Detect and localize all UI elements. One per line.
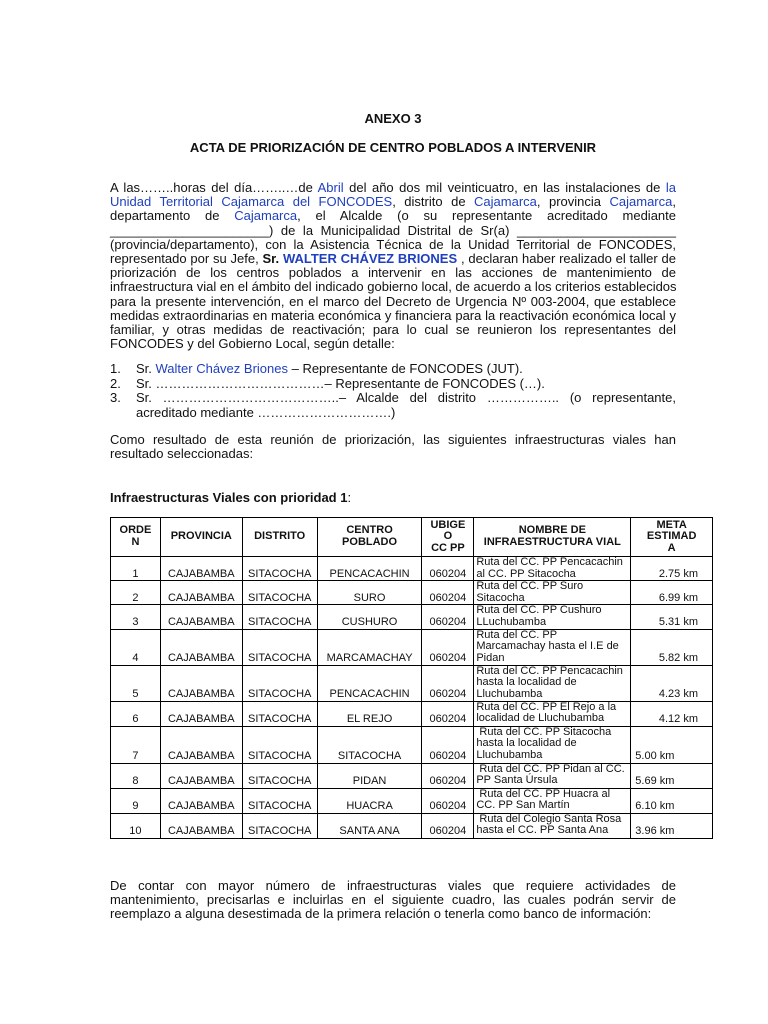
cell-centro: MARCAMACHAY	[317, 629, 422, 665]
cell-ubigeo: 060204	[422, 813, 474, 838]
cell-meta: 4.23 km	[631, 665, 713, 701]
cell-orden: 6	[111, 701, 161, 726]
cell-distrito: SITACOCHA	[242, 726, 317, 763]
cell-distrito: SITACOCHA	[242, 813, 317, 838]
cell-orden: 9	[111, 788, 161, 813]
cell-nombre: Ruta del CC. PP Pencacachin al CC. PP Sitacocha	[474, 557, 631, 581]
cell-nombre: Ruta del CC. PP Marcamachay hasta el I.E de Pidan	[474, 629, 631, 665]
cell-centro: EL REJO	[317, 701, 422, 726]
cell-distrito: SITACOCHA	[242, 605, 317, 629]
header-orden: ORDE N	[111, 518, 161, 557]
annex-label: ANEXO 3	[364, 111, 422, 126]
month-text: Abril	[317, 180, 344, 195]
result-paragraph: Como resultado de esta reunión de priorización, las siguientes infraestructuras viales han resultado seleccionadas:	[110, 432, 676, 462]
header-ubigeo: UBIGE O CC PP	[422, 518, 474, 557]
cell-centro: CUSHURO	[317, 605, 422, 629]
cell-provincia: CAJABAMBA	[160, 665, 242, 701]
cell-nombre: Ruta del CC. PP Cushuro LLuchubamba	[474, 605, 631, 629]
cell-centro: SITACOCHA	[317, 726, 422, 763]
cell-centro: PENCACACHIN	[317, 557, 422, 581]
cell-meta: 4.12 km	[631, 701, 713, 726]
cell-orden: 7	[111, 726, 161, 763]
cell-nombre: Ruta del CC. PP Pidan al CC. PP Santa Úrsula	[474, 763, 631, 788]
cell-provincia: CAJABAMBA	[160, 581, 242, 605]
cell-provincia: CAJABAMBA	[160, 557, 242, 581]
cell-nombre: Ruta del CC. PP Sitacocha hasta la localidad de Lluchubamba	[474, 726, 631, 763]
cell-meta: 5.82 km	[631, 629, 713, 665]
cell-distrito: SITACOCHA	[242, 581, 317, 605]
table-header-row	[111, 518, 713, 557]
cell-orden: 3	[111, 605, 161, 629]
table-row	[111, 726, 713, 763]
cell-ubigeo: 060204	[422, 629, 474, 665]
cell-meta: 5.31 km	[631, 605, 713, 629]
cell-provincia: CAJABAMBA	[160, 763, 242, 788]
closing-paragraph: De contar con mayor número de infraestructuras viales que requiere actividades de mantenimiento, precisarlas e incluirlas en el siguiente cuadro, las cuales podrán servir de reemplazo a alguna desestimada de la primera relación o tenerla como banco de información:	[110, 878, 676, 922]
cell-centro: SURO	[317, 581, 422, 605]
cell-nombre: Ruta del CC. PP Huacra al CC. PP San Martín	[474, 788, 631, 813]
header-nombre: NOMBRE DE INFRAESTRUCTURA VIAL	[474, 518, 631, 557]
cell-provincia: CAJABAMBA	[160, 629, 242, 665]
cell-distrito: SITACOCHA	[242, 665, 317, 701]
list-item: 3. Sr. …………………………………..– Alcalde del distrito …………….. (o representante, acreditado mediante ………………………….)	[110, 390, 676, 420]
table-row	[111, 605, 713, 629]
roads-table	[110, 517, 713, 839]
cell-meta: 6.99 km	[631, 581, 713, 605]
cell-meta: 5.00 km	[631, 726, 713, 763]
cell-ubigeo: 060204	[422, 557, 474, 581]
cell-meta: 3.96 km	[631, 813, 713, 838]
list-item: 2. Sr. …………………………………– Representante de FONCODES (…).	[110, 375, 545, 391]
table-row	[111, 701, 713, 726]
table-row	[111, 813, 713, 838]
cell-distrito: SITACOCHA	[242, 629, 317, 665]
cell-ubigeo: 060204	[422, 701, 474, 726]
cell-provincia: CAJABAMBA	[160, 701, 242, 726]
cell-nombre: Ruta del Colegio Santa Rosa hasta el CC. PP Santa Ana	[474, 813, 631, 838]
cell-ubigeo: 060204	[422, 665, 474, 701]
cell-centro: HUACRA	[317, 788, 422, 813]
cell-meta: 6.10 km	[631, 788, 713, 813]
cell-distrito: SITACOCHA	[242, 701, 317, 726]
cell-nombre: Ruta del CC. PP Pencacachin hasta la localidad de Lluchubamba	[474, 665, 631, 701]
chief-name: WALTER CHÁVEZ BRIONES	[282, 251, 458, 267]
table-row	[111, 763, 713, 788]
cell-ubigeo: 060204	[422, 726, 474, 763]
cell-provincia: CAJABAMBA	[160, 605, 242, 629]
cell-provincia: CAJABAMBA	[160, 726, 242, 763]
table-row	[111, 581, 713, 605]
cell-orden: 1	[111, 557, 161, 581]
cell-orden: 5	[111, 665, 161, 701]
cell-meta: 2.75 km	[631, 557, 713, 581]
cell-centro: PENCACACHIN	[317, 665, 422, 701]
cell-ubigeo: 060204	[422, 763, 474, 788]
representatives-list	[110, 362, 676, 420]
cell-nombre: Ruta del CC. PP El Rejo a la localidad de Lluchubamba	[474, 701, 631, 726]
cell-orden: 2	[111, 581, 161, 605]
table-row	[111, 788, 713, 813]
cell-centro: PIDAN	[317, 763, 422, 788]
cell-provincia: CAJABAMBA	[160, 813, 242, 838]
cell-distrito: SITACOCHA	[242, 788, 317, 813]
header-distrito: DISTRITO	[242, 518, 317, 557]
cell-orden: 8	[111, 763, 161, 788]
header-centro: CENTRO POBLADO	[317, 518, 422, 557]
cell-meta: 5.69 km	[631, 763, 713, 788]
header-provincia: PROVINCIA	[160, 518, 242, 557]
cell-provincia: CAJABAMBA	[160, 788, 242, 813]
table-row	[111, 557, 713, 581]
list-item: 1. Sr. Walter Chávez Briones – Representante de FONCODES (JUT).	[110, 361, 523, 376]
cell-ubigeo: 060204	[422, 581, 474, 605]
cell-centro: SANTA ANA	[317, 813, 422, 838]
cell-ubigeo: 060204	[422, 605, 474, 629]
cell-ubigeo: 060204	[422, 788, 474, 813]
table-row	[111, 665, 713, 701]
cell-orden: 4	[111, 629, 161, 665]
header-meta: META ESTIMAD A	[631, 518, 713, 557]
document-title: ACTA DE PRIORIZACIÓN DE CENTRO POBLADOS A INTERVENIR	[189, 140, 597, 155]
intro-paragraph: A las……..horas del día……..…de Abril del año dos mil veinticuatro, en las instalaciones de la Unidad Territorial Cajamarca del FONCODES, distrito de Cajamarca, provincia Cajamarca, departamento de Cajamarca, el Alcalde (o su representante acreditado mediante ______________________) de la Municipalidad Distrital de Sr(a) ______________________ (provincia/departamento), con la Asistencia Técnica de la Unidad Territorial de FONCODES, representado por su Jefe, Sr. WALTER CHÁVEZ BRIONES , declaran haber realizado el taller de priorización de los centros poblados a intervenir en las acciones de mantenimiento de infraestructura vial en el ámbito del indicado gobierno local, de acuerdo a los criterios establecidos para la presente intervención, en el marco del Decreto de Urgencia Nº 003-2004, que establece medidas extraordinarias en materia económica y financiera para la reactivación económica local y familiar, y otras medidas de reactivación; para lo cual se reunieron los representantes del FONCODES y del Gobierno Local, según detalle:	[110, 180, 677, 352]
table-row	[111, 629, 713, 665]
cell-orden: 10	[111, 813, 161, 838]
table-subtitle: Infraestructuras Viales con prioridad 1:	[110, 490, 352, 505]
cell-distrito: SITACOCHA	[242, 557, 317, 581]
cell-distrito: SITACOCHA	[242, 763, 317, 788]
cell-nombre: Ruta del CC. PP Suro Sitacocha	[474, 581, 631, 605]
